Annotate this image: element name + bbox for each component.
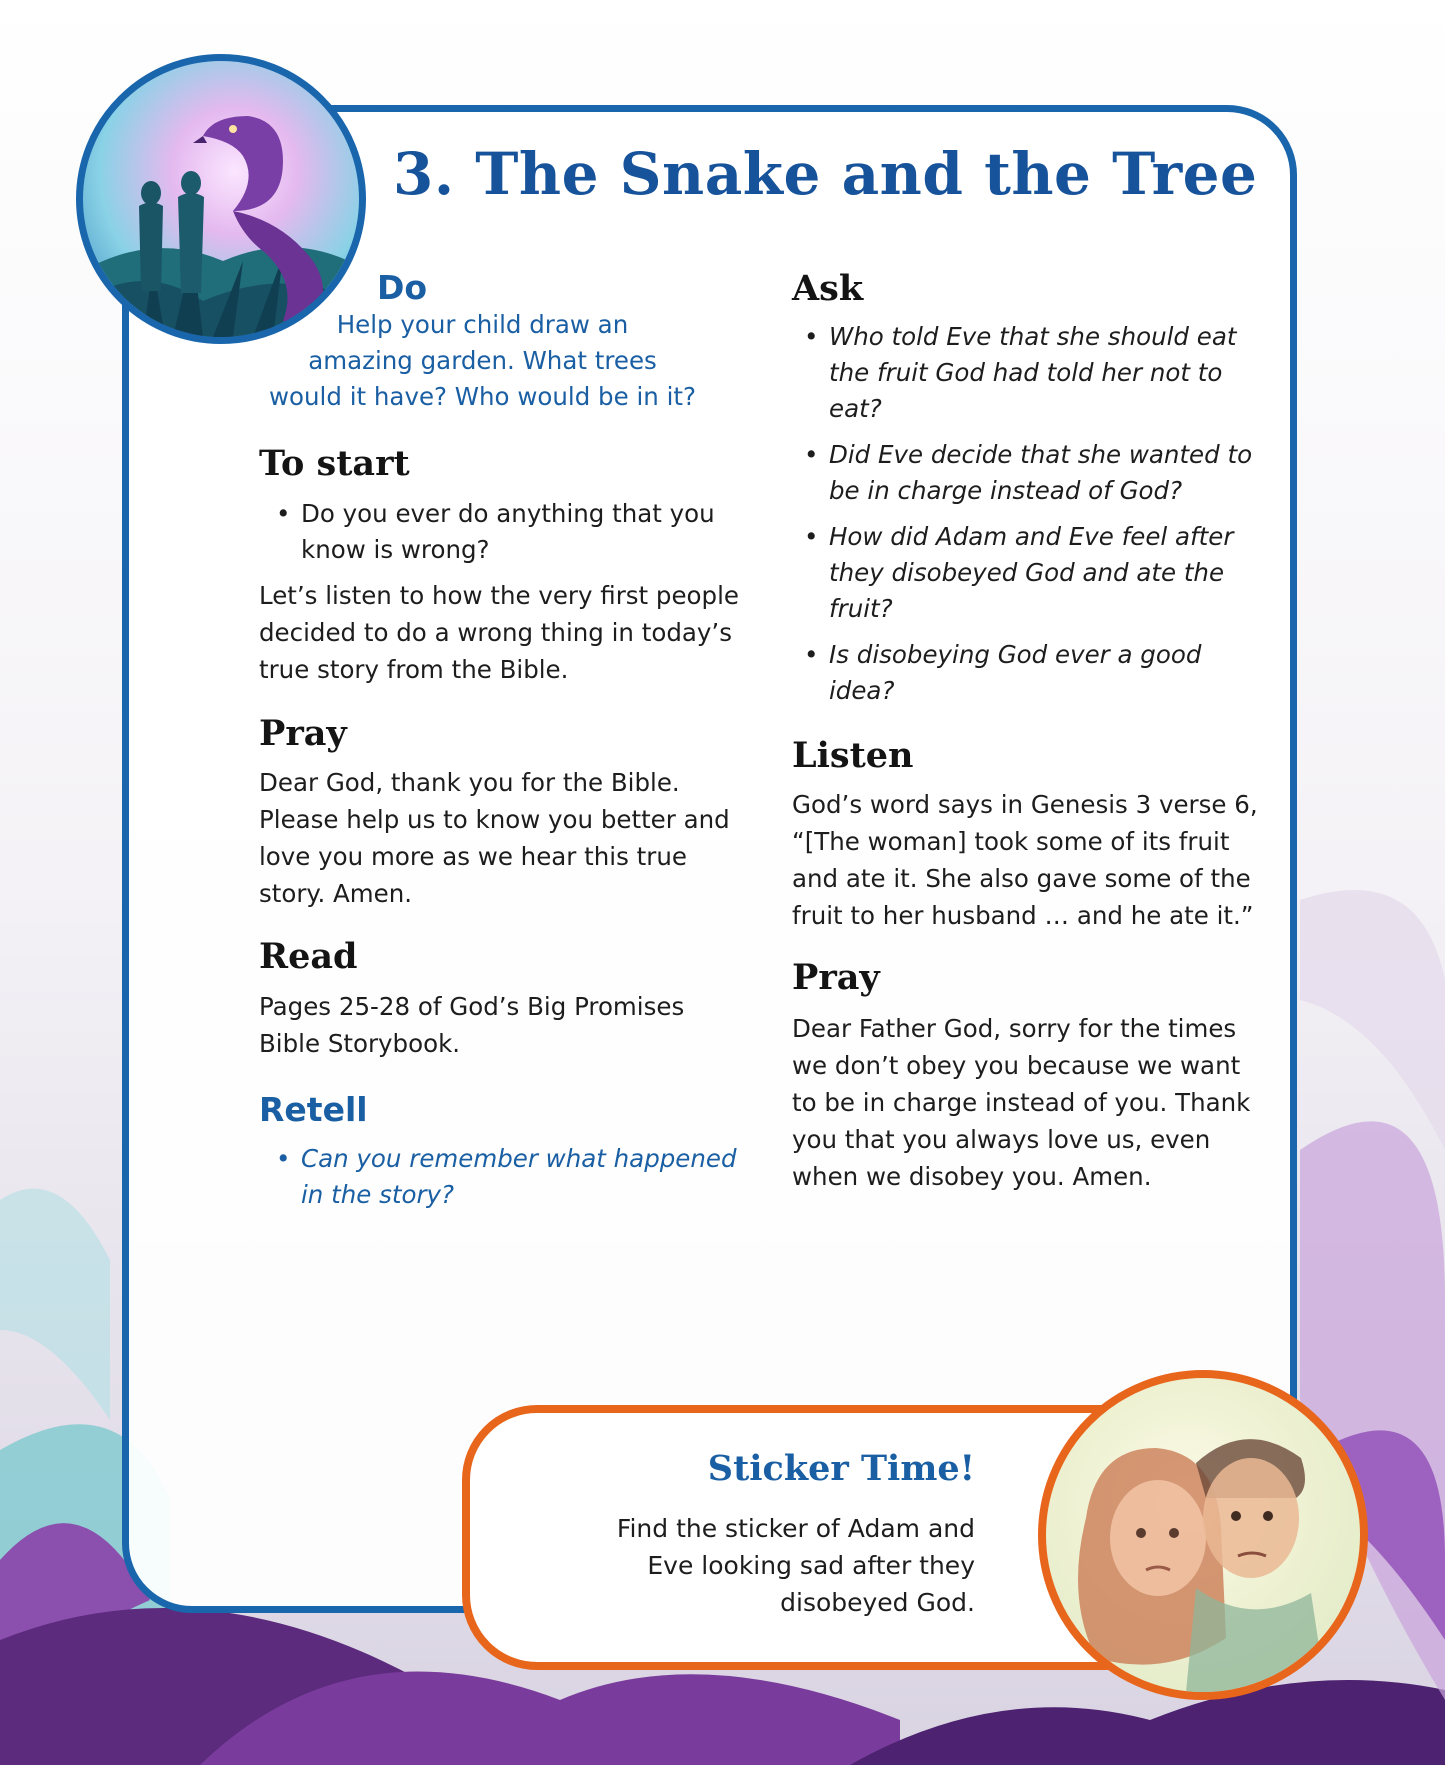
do-line: amazing garden. What trees xyxy=(308,346,657,375)
to-start-text: Let’s listen to how the very first people decided to do a wrong thing in today’s true story from the Bible. xyxy=(259,581,739,684)
read-heading: Read xyxy=(259,936,358,977)
retell-heading: Retell xyxy=(259,1090,368,1129)
pray-text-2: Dear Father God, sorry for the times we don’t obey you because we want to be in charge instead of you. Thank you that you always love us, even when we disobey you. Amen. xyxy=(792,1014,1251,1191)
ask-list xyxy=(800,319,1270,719)
snake-and-adam-eve-illustration xyxy=(76,54,366,344)
page-title: 3. The Snake and the Tree xyxy=(393,140,1258,208)
listen-text: God’s word says in Genesis 3 verse 6, “[The woman] took some of its fruit and ate it. She also gave some of the fruit to her husband … and he ate it.” xyxy=(792,790,1258,930)
to-start-heading: To start xyxy=(259,443,410,484)
do-heading: Do xyxy=(377,268,428,307)
retell-list xyxy=(272,1141,742,1223)
list-item: • Is disobeying God ever a good idea? xyxy=(800,637,1270,709)
list-item: • Who told Eve that she should eat the fruit God had told her not to eat? xyxy=(800,319,1270,427)
list-item: • Can you remember what happened in the story? xyxy=(272,1141,742,1213)
listen-heading: Listen xyxy=(792,735,914,776)
list-item: • How did Adam and Eve feel after they disobeyed God and ate the fruit? xyxy=(800,519,1270,627)
do-line: would it have? Who would be in it? xyxy=(269,382,696,411)
read-text: Pages 25-28 of God’s Big Promises Bible Storybook. xyxy=(259,992,685,1058)
sticker-line: Find the sticker of Adam and xyxy=(616,1514,975,1543)
do-text xyxy=(260,307,705,415)
ask-heading: Ask xyxy=(792,268,864,309)
list-item: • Do you ever do anything that you know is wrong? xyxy=(272,496,732,568)
pray-heading: Pray xyxy=(259,713,347,754)
to-start-list xyxy=(272,496,732,578)
sticker-text xyxy=(540,1510,975,1621)
list-item: • Did Eve decide that she wanted to be in charge instead of God? xyxy=(800,437,1270,509)
sticker-heading: Sticker Time! xyxy=(707,1448,975,1489)
do-line: Help your child draw an xyxy=(336,310,629,339)
pray-heading-2: Pray xyxy=(792,957,880,998)
pray-text: Dear God, thank you for the Bible. Please help us to know you better and love you more as we hear this true story. Amen. xyxy=(259,768,730,908)
sticker-line: Eve looking sad after they xyxy=(647,1551,975,1580)
sticker-line: disobeyed God. xyxy=(780,1588,975,1617)
adam-and-eve-sad-illustration xyxy=(1038,1370,1368,1700)
